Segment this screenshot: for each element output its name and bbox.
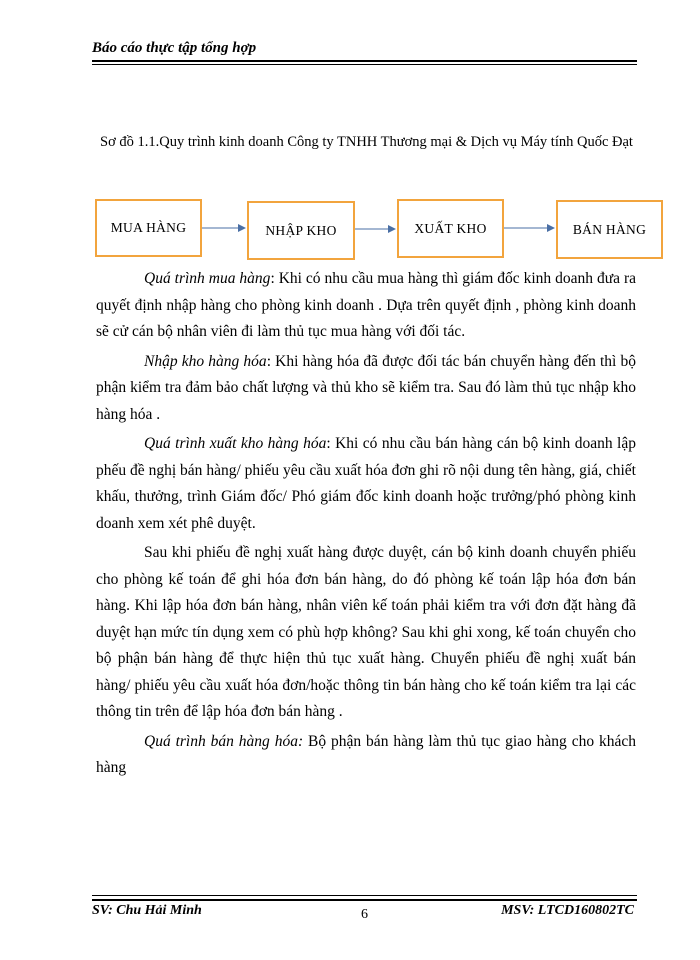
paragraph-xuat-kho — [96, 431, 636, 537]
header-title: Báo cáo thực tập tổng hợp — [92, 40, 257, 56]
paragraph-hoa-don — [96, 540, 636, 726]
step-box-xuat-kho: XUẤT KHO — [397, 199, 504, 258]
paragraph-text: : Khi có nhu cầu mua hàng thì giám đốc kinh doanh đưa ra quyết định nhập hàng cho phòng kinh doanh . Dựa trên quyết định , phòng kinh doanh sẽ cử cán bộ nhân viên đi làm thủ tục mua hàng với đối tác. — [96, 270, 636, 340]
footer-rule-thick — [92, 899, 637, 901]
paragraph-lead: Quá trình xuất kho hàng hóa — [144, 435, 327, 452]
paragraph-nhap-kho — [96, 349, 636, 429]
paragraph-text: : Khi có nhu cầu bán hàng cán bộ kinh doanh lập phếu đề nghị bán hàng/ phiếu yêu cầu xuất hóa đơn ghi rõ nội dung tên hàng, giá, chiết khấu, thưởng, trình Giám đốc/ Phó giám đốc kinh doanh hoặc trưởng/phó phòng kinh doanh xem xét phê duyệt. — [96, 435, 636, 532]
step-box-nhap-kho: NHẬP KHO — [247, 201, 355, 260]
paragraph-lead: Quá trình mua hàng — [144, 270, 271, 287]
paragraph-text: : Khi hàng hóa đã được đối tác bán chuyển hàng đến thì bộ phận kiểm tra đảm bảo chất lượng và thủ kho sẽ kiểm tra. Sau đó làm thủ tục nhập kho hàng hóa . — [96, 352, 636, 423]
step-box-ban-hang: BÁN HÀNG — [556, 200, 663, 259]
paragraph-text: Sau khi phiếu đề nghị xuất hàng được duyệt, cán bộ kinh doanh chuyển phiếu cho phòng kế toán để ghi hóa đơn bán hàng, do đó phòng kế toán lập hóa đơn bán hàng. Khi lập hóa đơn bán hàng, nhân viên kế toán phải kiểm tra với đơn đặt hàng đã duyệt hạn mức tín dụng xem có phù hợp không? Sau khi ghi xong, kế toán chuyển cho bộ phận bán hàng để thực hiện thủ tục xuất hàng. Chuyển phiếu đề nghị xuất bán hàng/ phiếu yêu cầu xuất hóa đơn/hoặc thông tin bán hàng cho kế toán kiểm tra lại các thông tin trên để lập hóa đơn bán hàng . — [96, 544, 636, 720]
body-text — [96, 266, 636, 785]
footer-rule-thin — [92, 895, 637, 896]
diagram-caption: Sơ đồ 1.1.Quy trình kinh doanh Công ty TNHH Thương mại & Dịch vụ Máy tính Quốc Đạt — [100, 134, 633, 150]
footer-student-name: SV: Chu Hải Minh — [92, 903, 202, 918]
page-number: 6 — [361, 907, 368, 922]
paragraph-lead: Nhập kho hàng hóa — [144, 352, 267, 370]
paragraph-text: Bộ phận bán hàng làm thủ tục giao hàng cho khách hàng — [96, 732, 636, 776]
step-box-mua-hang: MUA HÀNG — [95, 199, 202, 257]
footer-student-code: MSV: LTCD160802TC — [501, 903, 634, 918]
paragraph-mua-hang — [96, 266, 636, 346]
paragraph-lead: Quá trình bán hàng hóa: — [144, 732, 304, 750]
paragraph-ban-hang — [96, 729, 636, 782]
